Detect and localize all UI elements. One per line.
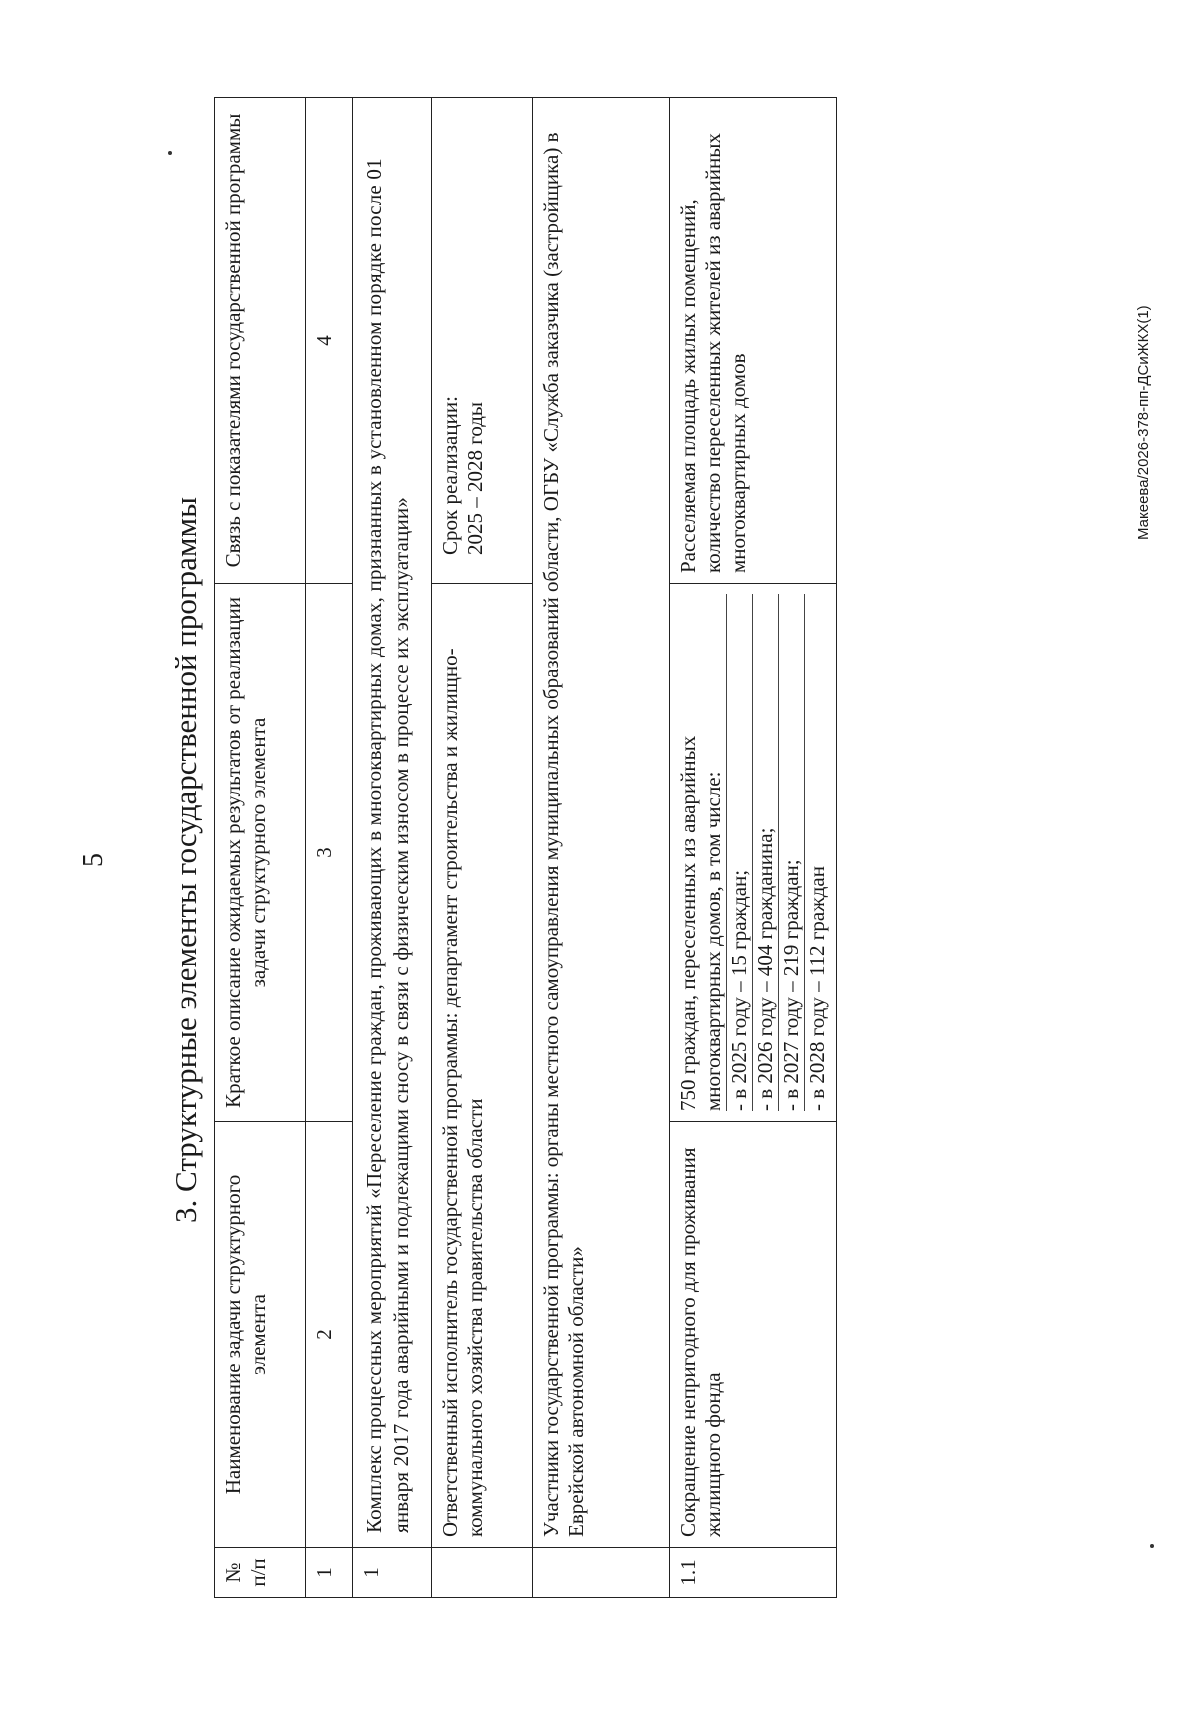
responsible-row-empty-cell [432,1548,533,1598]
term-value: 2025 – 2028 годы [463,401,487,555]
task-row [670,98,837,1598]
column-numbers-row [306,98,353,1598]
result-line: - в 2027 году – 219 граждан; [778,594,804,1111]
section-title: 3. Структурные элементы государственной программы [168,497,203,1223]
column-number-4: 4 [306,98,353,584]
header-number: № п/п [215,1548,306,1598]
page-number: 5 [78,853,109,867]
task-number: 1.1 [670,1548,837,1598]
task-link: Расселяемая площадь жилых помещений, количество переселенных жителей из аварийных многоквартирных домов [670,98,837,584]
header-link: Связь с показателями государственной программы [215,98,306,584]
result-line: 750 граждан, переселенных из аварийных многоквартирных домов, в том числе: [676,735,725,1111]
result-line: - в 2026 году – 404 гражданина; [752,594,778,1111]
header-results: Краткое описание ожидаемых результатов от реализации задачи структурного элемента [215,584,306,1122]
term-label: Срок реализации: [438,396,462,555]
section-row [353,98,432,1598]
structural-elements-table [214,97,837,1598]
task-name: Сокращение непригодного для проживания жилищного фонда [670,1122,837,1548]
task-results [670,584,837,1122]
participants-row-empty-cell [533,1548,670,1598]
scan-speck [1150,1544,1154,1548]
column-number-1: 1 [306,1548,353,1598]
result-line: - в 2028 году – 112 граждан [804,594,830,1111]
table-header-row [215,98,306,1598]
participants-text: Участники государственной программы: органы местного самоуправления муниципальных образований области, ОГБУ «Служба заказчика (застройщика) в Еврейской автономной области» [533,98,670,1548]
responsible-row [432,98,533,1598]
document-code: Макеева/2026-378-пп-ДСиЖКХ(1) [1135,305,1152,540]
participants-row [533,98,670,1598]
column-number-2: 2 [306,1122,353,1548]
column-number-3: 3 [306,584,353,1122]
scan-speck [168,151,172,155]
section-row-number: 1 [353,1548,432,1598]
result-line: - в 2025 году – 15 граждан; [726,594,752,1111]
header-task-name: Наименование задачи структурного элемента [215,1122,306,1548]
responsible-executor: Ответственный исполнитель государственной программы: департамент строительства и жилищно-коммунального хозяйства правительства области [432,584,533,1548]
section-row-text: Комплекс процессных мероприятий «Переселение граждан, проживающих в многоквартирных домах, признанных в установленном порядке после 01 января 2017 года аварийными и подлежащими сносу в связи с физическим износом в процессе их эксплуатации» [353,98,432,1548]
implementation-term-cell [432,98,533,584]
